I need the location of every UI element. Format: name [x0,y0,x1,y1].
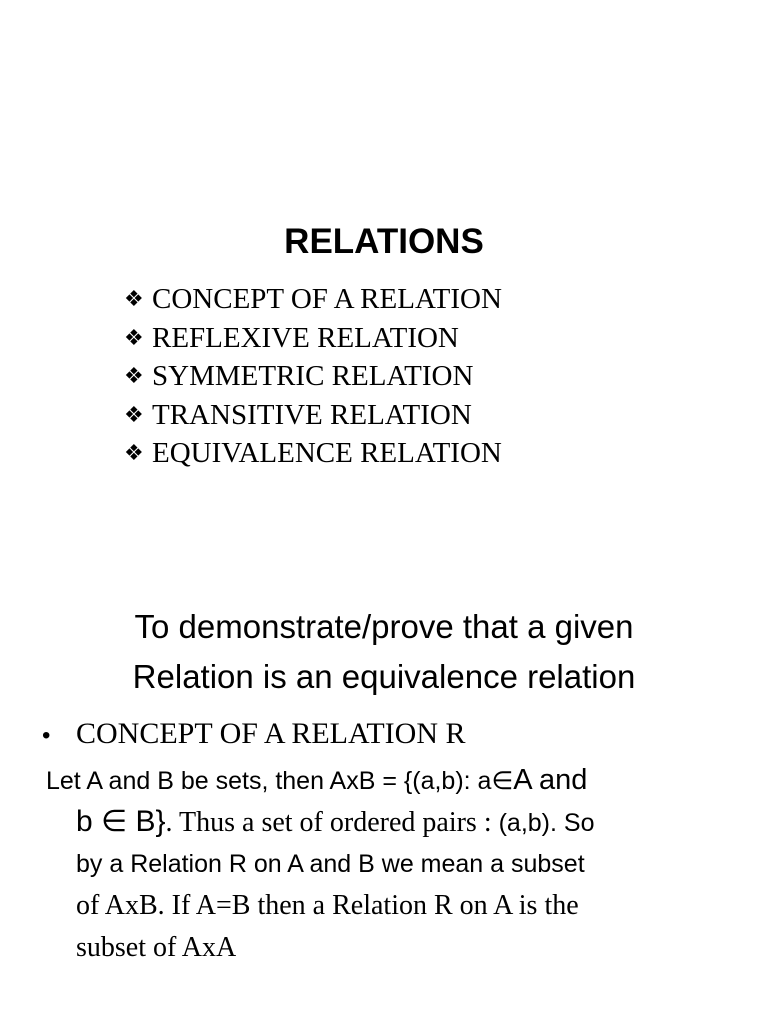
paragraph-text: (a,b). So [498,809,595,837]
paragraph-text: . Thus a set of ordered pairs : [165,807,499,838]
paragraph-line: subset of AxA [76,932,237,963]
paragraph-text: A and [513,764,588,796]
list-item-label: EQUIVALENCE RELATION [152,437,502,469]
list-item [124,396,502,435]
diamond-bullet-icon: ❖ [124,440,144,465]
list-item-label: TRANSITIVE RELATION [152,398,472,431]
list-item [124,434,502,473]
list-item-label: REFLEXIVE RELATION [152,321,459,354]
round-bullet-icon: • [42,722,51,749]
paragraph-text: Let A and B be sets, then AxB = {(a,b): a∈ [46,767,514,795]
list-item [124,357,502,396]
slide-heading-line: To demonstrate/prove that a given [134,608,634,645]
diamond-bullet-icon: ❖ [124,363,144,388]
slide-title: RELATIONS [284,222,484,261]
paragraph-line [46,764,768,797]
diamond-bullet-icon: ❖ [124,324,144,350]
list-item [124,280,502,319]
paragraph-line [76,804,768,839]
topic-list [124,280,502,473]
list-item-label: CONCEPT OF A RELATION [152,283,502,315]
list-item [124,319,502,358]
concept-label: CONCEPT OF A RELATION R [76,717,466,750]
concept-bullet [42,716,466,754]
slide-heading [0,602,768,702]
diamond-bullet-icon: ❖ [124,401,144,427]
diamond-bullet-icon: ❖ [124,286,144,311]
paragraph-line: of AxB. If A=B then a Relation R on A is the [76,890,579,921]
paragraph-line: by a Relation R on A and B we mean a subset [76,850,585,878]
paragraph-text: b ∈ B} [76,805,166,838]
slide-equivalence [0,512,768,1024]
list-item-label: SYMMETRIC RELATION [152,360,474,392]
slide-heading-line: Relation is an equivalence relation [132,658,636,695]
